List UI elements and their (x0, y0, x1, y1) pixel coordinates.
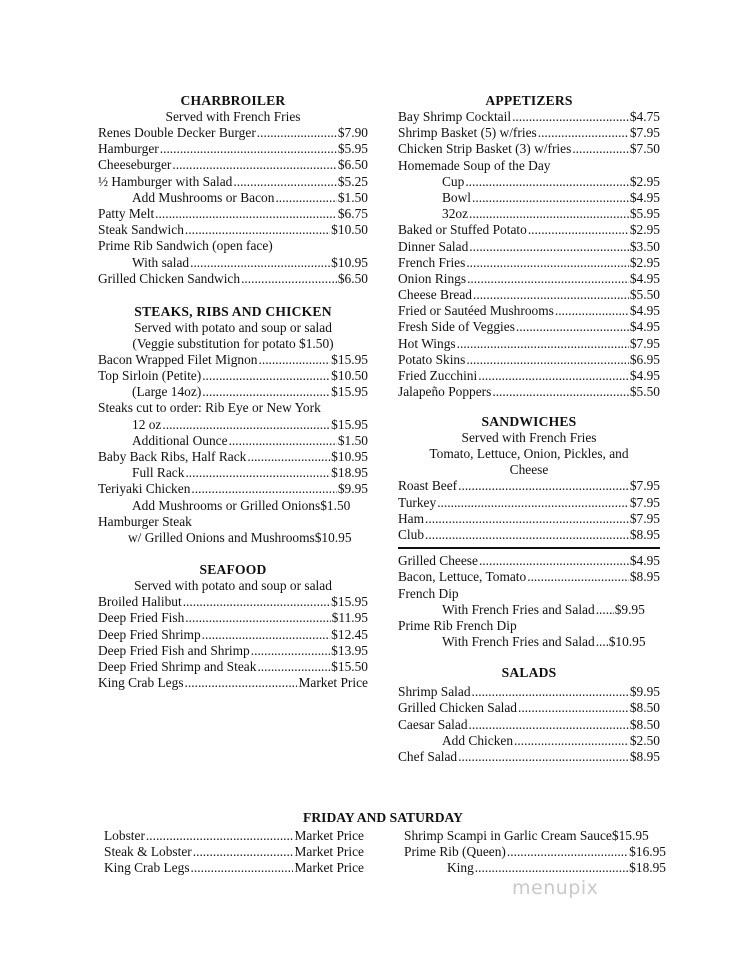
sandwiches-subtitle-3: Cheese (509, 462, 549, 478)
menu-item: Shrimp Basket (5) w/fries ..... $7.95 (398, 125, 660, 141)
menu-item: Prime Rib Sandwich (open face) (98, 238, 273, 254)
menu-item: Deep Fried Fish and Shrimp ..... $13.95 (98, 643, 368, 659)
sandwiches-list-2 (398, 553, 660, 650)
sandwiches-subtitle-2: Tomato, Lettuce, Onion, Pickles, and (429, 446, 629, 462)
menu-item: King ..... $18.95 (404, 860, 666, 876)
menu-item: Fried or Sautéed Mushrooms ..... $4.95 (398, 303, 660, 319)
menu-item: Deep Fried Shrimp and Steak ..... $15.50 (98, 659, 368, 675)
menu-item: Baby Back Ribs, Half Rack ..... $10.95 (98, 449, 368, 465)
menu-item: King Crab Legs ..... Market Price (104, 860, 364, 876)
menu-item: Club ..... $8.95 (398, 527, 660, 543)
menu-item: Deep Fried Shrimp ..... $12.45 (98, 627, 368, 643)
menu-item: Prime Rib French Dip (398, 617, 517, 633)
charbroiler-list (98, 125, 368, 287)
menu-item: Roast Beef ..... $7.95 (398, 478, 660, 494)
menu-item: Grilled Chicken Sandwich ..... $6.50 (98, 271, 368, 287)
menu-item: Teriyaki Chicken ..... $9.95 (98, 481, 368, 497)
menu-item: With French Fries and Salad ..... $10.95 (398, 634, 660, 650)
menu-item: Grilled Chicken Salad ..... $8.50 (398, 700, 660, 716)
menu-item: Jalapeño Poppers ..... $5.50 (398, 384, 660, 400)
menu-item: Broiled Halibut ..... $15.95 (98, 594, 368, 610)
menu-item: ½ Hamburger with Salad ..... $5.25 (98, 174, 368, 190)
menu-item: Fresh Side of Veggies ..... $4.95 (398, 319, 660, 335)
menu-item: Shrimp Salad ..... $9.95 (398, 684, 660, 700)
menu-item: Add Chicken ..... $2.50 (398, 733, 660, 749)
seafood-list (98, 594, 368, 691)
menu-item: Homemade Soup of the Day (398, 157, 551, 173)
sandwiches-subtitle: Served with French Fries (461, 430, 597, 446)
menu-item: Bowl ..... $4.95 (398, 190, 660, 206)
menu-item: Ham ..... $7.95 (398, 511, 660, 527)
menu-item: Chicken Strip Basket (3) w/fries ..... $7.50 (398, 141, 660, 157)
right-column (398, 93, 660, 765)
menu-item: Bacon Wrapped Filet Mignon ..... $15.95 (98, 352, 368, 368)
left-column (98, 93, 368, 691)
menu-item: King Crab Legs ..... Market Price (98, 675, 368, 691)
menu-item: Additional Ounce ..... $1.50 (98, 433, 368, 449)
charbroiler-subtitle: Served with French Fries (165, 109, 301, 124)
menu-item: Potato Skins ..... $6.95 (398, 352, 660, 368)
menu-item: 12 oz ..... $15.95 (98, 417, 368, 433)
menu-item: Caesar Salad ..... $8.50 (398, 717, 660, 733)
menu-item: With salad ..... $10.95 (98, 255, 368, 271)
menu-item: Hot Wings ..... $7.95 (398, 336, 660, 352)
salads-title: SALADS (501, 665, 557, 681)
menu-item: Grilled Cheese ..... $4.95 (398, 553, 660, 569)
menu-item: Lobster ..... Market Price (104, 828, 364, 844)
menu-item: Steaks cut to order: Rib Eye or New York (98, 400, 321, 416)
menu-item: Chef Salad ..... $8.95 (398, 749, 660, 765)
menu-item: Turkey ..... $7.95 (398, 495, 660, 511)
appetizers-list (398, 109, 660, 400)
sandwiches-list (398, 478, 660, 543)
steaks-title: STEAKS, RIBS AND CHICKEN (134, 303, 332, 319)
menu-item: Add Mushrooms or Bacon ..... $1.50 (98, 190, 368, 206)
menu-item: Hamburger ..... $5.95 (98, 141, 368, 157)
menu-item: Prime Rib (Queen) ..... $16.95 (404, 844, 666, 860)
weekend-title: FRIDAY AND SATURDAY (303, 810, 463, 825)
menu-item: Cup ..... $2.95 (398, 174, 660, 190)
seafood-title: SEAFOOD (199, 562, 267, 578)
menu-item: Onion Rings ..... $4.95 (398, 271, 660, 287)
appetizers-title: APPETIZERS (485, 93, 573, 108)
weekend-right-list (404, 828, 666, 877)
menu-item: (Large 14oz) ..... $15.95 (98, 384, 368, 400)
menu-item: Patty Melt ..... $6.75 (98, 206, 368, 222)
menu-item: Bacon, Lettuce, Tomato ..... $8.95 (398, 569, 660, 585)
sandwiches-title: SANDWICHES (481, 414, 577, 430)
menu-item: Cheeseburger ..... $6.50 (98, 157, 368, 173)
menu-item: Renes Double Decker Burger ..... $7.90 (98, 125, 368, 141)
menu-item: Shrimp Scampi in Garlic Cream Sauce $15.95 (404, 828, 649, 843)
steaks-list (98, 352, 368, 546)
salads-list (398, 684, 660, 765)
menu-item: Cheese Bread ..... $5.50 (398, 287, 660, 303)
weekend-left-list (104, 828, 364, 877)
menu-item: Full Rack ..... $18.95 (98, 465, 368, 481)
menu-item: Bay Shrimp Cocktail ..... $4.75 (398, 109, 660, 125)
menu-item: 32oz ..... $5.95 (398, 206, 660, 222)
watermark: menupix (512, 877, 599, 899)
steaks-subtitle-note: (Veggie substitution for potato $1.50) (132, 335, 334, 351)
menu-item: Fried Zucchini ..... $4.95 (398, 368, 660, 384)
menu-item: Add Mushrooms or Grilled Onions $1.50 (132, 497, 351, 513)
menu-item: French Dip (398, 585, 459, 601)
menu-item: Top Sirloin (Petite) ..... $10.50 (98, 368, 368, 384)
menu-item: Steak Sandwich ..... $10.50 (98, 222, 368, 238)
section-divider (398, 547, 660, 549)
menu-item: Steak & Lobster ..... Market Price (104, 844, 364, 860)
menu-item: Dinner Salad ..... $3.50 (398, 239, 660, 255)
steaks-subtitle: Served with potato and soup or salad (134, 319, 332, 335)
menu-item: Baked or Stuffed Potato ..... $2.95 (398, 222, 660, 238)
menu-item: French Fries ..... $2.95 (398, 255, 660, 271)
charbroiler-title: CHARBROILER (180, 93, 286, 108)
menu-item: Hamburger Steak (98, 513, 192, 529)
menu-item: With French Fries and Salad ..... $9.95 (398, 602, 660, 618)
seafood-subtitle: Served with potato and soup or salad (134, 578, 332, 594)
menu-item: w/ Grilled Onions and Mushrooms $10.95 (128, 529, 352, 545)
menu-item: Deep Fried Fish ..... $11.95 (98, 610, 368, 626)
